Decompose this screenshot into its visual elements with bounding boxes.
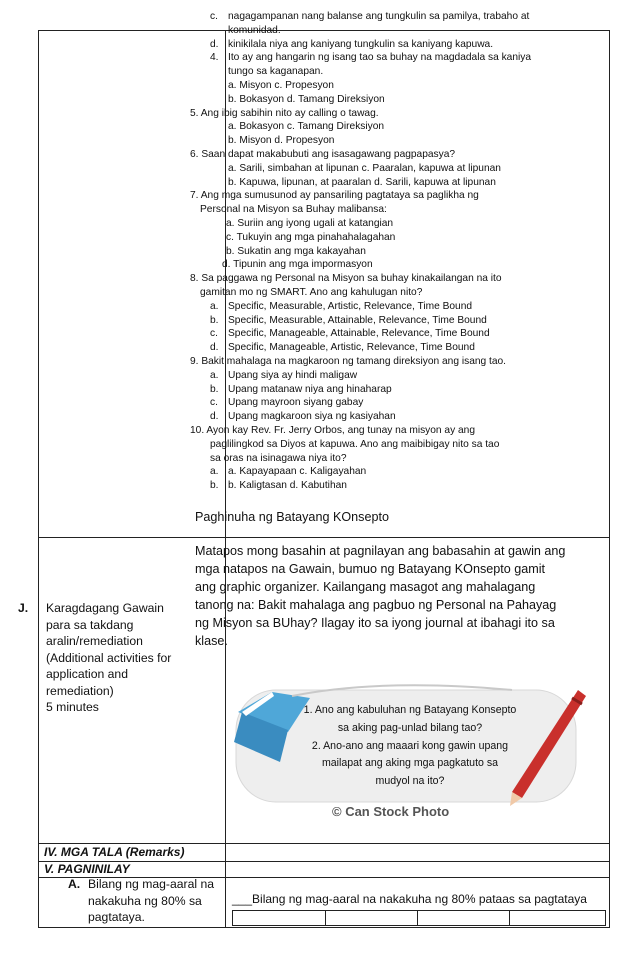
quiz-line-text: Upang siya ay hindi maligaw [228,369,358,381]
section-j-line: (Additional activities for [46,650,172,665]
quiz-line-text: 10. Ayon kay Rev. Fr. Jerry Orbos, ang tunay na misyon ay ang [190,424,476,436]
quiz-line [190,24,570,38]
quiz-line-label: 4. [210,52,219,64]
card-question-line: 2. Ano-ano ang maaari kong gawin upang [311,739,509,752]
section-j-label [10,600,186,716]
quiz-line [190,217,570,231]
quiz-line [190,452,570,466]
section-v-label: V. PAGNINILAY [44,862,130,876]
quiz-line-label: c. [210,328,218,340]
card-question-line: mailapat ang aking mga pagkatuto sa [321,757,499,770]
quiz-line [190,286,570,300]
quiz-line-label: b. [210,314,219,326]
card-question-line: 1. Ano ang kabuluhan ng Batayang Konsepto [303,704,517,716]
watermark-text: © Can Stock Photo [332,804,450,819]
quiz-line [190,93,570,107]
quiz-line [190,272,570,286]
quiz-line [190,383,570,397]
quiz-line-label: d. [210,411,219,423]
quiz-line-text: 9. Bakit mahalaga na magkaroon ng tamang direksiyon ang isang tao. [190,355,507,367]
quiz-line-text: Personal na Misyon sa Buhay malibansa: [200,204,387,216]
quiz-line [190,38,570,52]
quiz-line-text: nagagampanan nang balanse ang tungkulin sa pamilya, trabaho at [228,11,530,22]
quiz-line-text: 7. Ang mga sumusunod ay pansariling pagtataya sa paglikha ng [190,190,479,202]
row-divider-iv [39,843,609,844]
section-j-content [195,508,567,650]
quiz-line [190,79,570,93]
quiz-line-text: Upang matanaw niya ang hinaharap [228,383,392,395]
quiz-line-text: 5. Ang ibig sabihin nito ay calling o tawag. [190,107,379,119]
quiz-line [190,10,570,24]
quiz-line [190,465,570,479]
quiz-line-text: b. Kapuwa, lipunan, at paaralan d. Sarili, kapuwa at lipunan [228,176,496,188]
quiz-line-text: b. Kaligtasan d. Kabutihan [228,480,347,492]
quiz-line-text: b. Bokasyon d. Tamang Direksiyon [228,93,385,105]
quiz-line-text: c. Tukuyin ang mga pinahahalagahan [226,231,396,243]
section-j-title: Paghinuha ng Batayang KOnsepto [195,510,389,524]
quiz-line [190,300,570,314]
section-j-line: aralin/remediation [46,634,143,648]
section-j-line: Karagdagang Gawain [46,601,164,615]
quiz-line [190,148,570,162]
quiz-line-text: sa oras na isinagawa niya ito? [210,452,347,464]
quiz-line [190,369,570,383]
quiz-line-text: a. Bokasyon c. Tamang Direksiyon [228,121,385,133]
section-j-line: remediation) [46,683,114,698]
quiz-line-label: a. [210,466,219,478]
quiz-line-text: paglilingkod sa Diyos at kapuwa. Ano ang maibibigay nito sa tao [210,438,500,450]
section-j-line: application and [46,667,128,681]
section-j-line: 5 minutes [46,700,99,714]
quiz-line [190,479,570,493]
quiz-line-text: b. Sukatin ang mga kakayahan [226,245,366,257]
quiz-line-label: d. [210,342,219,354]
quiz-line-text: Specific, Measurable, Artistic, Relevance, Time Bound [228,300,473,312]
section-j-line: para sa takdang [46,617,134,632]
quiz-line [190,176,570,190]
quiz-line-text: Specific, Manageable, Artistic, Relevance, Time Bound [228,342,475,354]
quiz-items [190,10,570,493]
card-questions [275,702,545,791]
quiz-line-label: a. [210,300,219,312]
quiz-line [190,203,570,217]
quiz-line [190,65,570,79]
quiz-line [190,258,570,272]
quiz-line [190,341,570,355]
quiz-line [190,314,570,328]
quiz-line [190,327,570,341]
quiz-line-label: a. [210,369,219,381]
quiz-line [190,51,570,65]
quiz-line [190,134,570,148]
quiz-line-label: b. [210,480,219,492]
quiz-line-text: komunidad. [228,24,281,36]
quiz-line-text: Ito ay ang hangarin ng isang tao sa buhay na magdadala sa kaniya [228,52,532,64]
quiz-line-text: Upang magkaroon siya ng kasiyahan [228,411,396,423]
quiz-line [190,396,570,410]
quiz-line [190,107,570,121]
quiz-line [190,245,570,259]
quiz-line-label: b. [210,383,219,395]
card-question-line: sa aking pag-unlad bilang tao? [337,721,483,734]
quiz-line-text: d. Tipunin ang mga impormasyon [222,259,373,271]
quiz-line-text: b. Misyon d. Propesyon [228,135,335,147]
tally-table [232,910,606,926]
quiz-line-text: 6. Saan dapat makabubuti ang isasagawang pagpapasya? [190,148,456,160]
quiz-line-text: a. Misyon c. Propesyon [228,79,334,91]
quiz-line [190,355,570,369]
card-question-line: mudyol na ito? [375,775,445,788]
quiz-line-text: Upang mayroon siyang gabay [228,397,364,409]
quiz-line [190,231,570,245]
quiz-line-text: a. Suriin ang iyong ugali at katangian [226,217,394,229]
section-j-body: Matapos mong basahin at pagnilayan ang babasahin at gawin ang mga natapos na Gawain, bumuo ng Batayang KOnsepto gamit ang graphic organizer. Kailangang masagot ang mahalagang tanong na: Bakit mahalaga ang pagbuo ng Personal na Pahayag ng Misyon sa BUhay? Ilagay ito sa iyong journal at ibahagi ito sa klase. [195,544,566,648]
quiz-line-text: a. Kapayapaan c. Kaligayahan [228,466,367,478]
quiz-line [190,189,570,203]
section-a-letter: A. [68,877,81,891]
quiz-line-text: gamitan mo ng SMART. Ano ang kahulugan nito? [200,286,423,298]
quiz-line [190,438,570,452]
quiz-line-label: c. [210,11,218,22]
section-a-answer: ___Bilang ng mag-aaral na nakakuha ng 80% pataas sa pagtataya [232,892,587,906]
section-a-line: nakakuha ng 80% sa [88,893,202,908]
section-a-line: pagtataya. [88,910,145,924]
quiz-line [190,410,570,424]
section-j-letter: J. [18,601,29,615]
quiz-line-label: c. [210,397,218,409]
quiz-line [190,162,570,176]
quiz-line-text: Specific, Measurable, Attainable, Relevance, Time Bound [228,314,487,326]
quiz-line-text: 8. Sa paggawa ng Personal na Misyon sa buhay kinakailangan na ito [190,273,502,285]
section-a-line: Bilang ng mag-aaral na [88,877,215,891]
quiz-line [190,120,570,134]
quiz-line [190,424,570,438]
quiz-line-text: a. Sarili, simbahan at lipunan c. Paaralan, kapuwa at lipunan [228,162,501,174]
quiz-line-text: kinikilala niya ang kaniyang tungkulin sa kaniyang kapuwa. [228,38,494,50]
quiz-line-label: d. [210,38,219,50]
tally-divider [417,911,418,925]
quiz-line-text: Specific, Manageable, Attainable, Relevance, Time Bound [228,328,490,340]
section-a-label [44,876,224,926]
quiz-line-text: tungo sa kaganapan. [228,66,324,78]
section-iv-label: IV. MGA TALA (Remarks) [44,845,185,859]
tally-divider [325,911,326,925]
tally-divider [509,911,510,925]
